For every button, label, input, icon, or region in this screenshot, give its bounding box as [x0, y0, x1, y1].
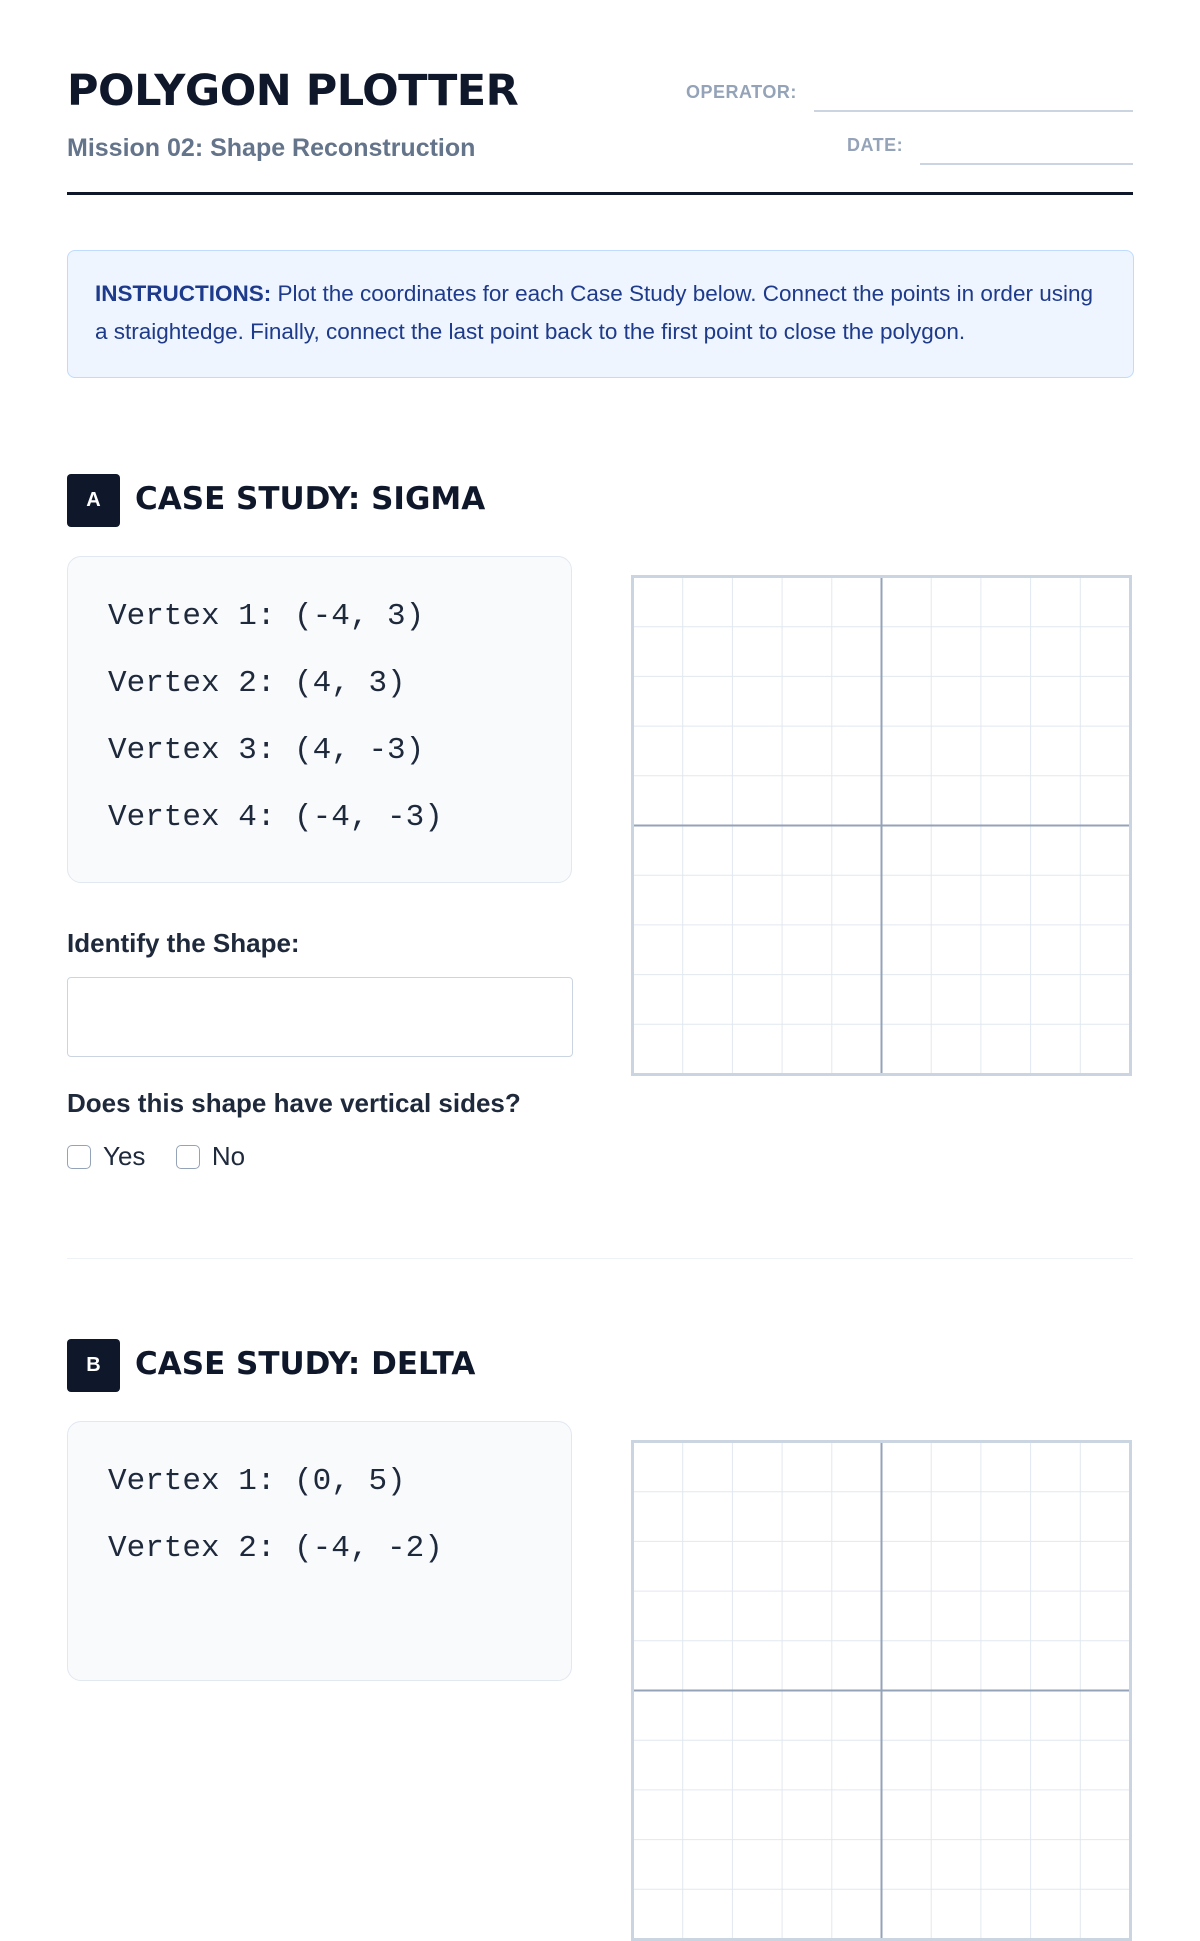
date-label: DATE:: [847, 135, 904, 155]
yes-option[interactable]: [67, 1141, 145, 1172]
vertical-sides-question: Does this shape have vertical sides?: [67, 1088, 521, 1118]
no-option[interactable]: [176, 1141, 245, 1172]
case-badge: B: [67, 1339, 120, 1392]
case-header: [67, 474, 767, 527]
coordinate-grid[interactable]: [631, 1440, 1132, 1680]
date-field[interactable]: [920, 163, 1133, 165]
vertex-item: Vertex 2: (4, 3): [108, 666, 406, 701]
vertex-list-card: [67, 1421, 572, 1681]
vertex-list-card: [67, 556, 572, 883]
page-title: POLYGON PLOTTER: [67, 66, 519, 116]
case-title: CASE STUDY: SIGMA: [135, 481, 486, 517]
vertical-sides-options: [67, 1141, 271, 1171]
coordinate-grid-svg: [631, 575, 1132, 1076]
operator-field[interactable]: [814, 110, 1133, 112]
vertex-item: Vertex 4: (-4, -3): [108, 800, 443, 835]
coordinate-grid-svg: [631, 1440, 1132, 1941]
instructions-label: INSTRUCTIONS:: [95, 281, 272, 306]
coordinate-grid[interactable]: [631, 575, 1132, 1076]
no-label: No: [211, 1141, 246, 1171]
vertex-item: Vertex 1: (-4, 3): [108, 599, 425, 634]
header-divider: [67, 192, 1133, 195]
instructions-text: Plot the coordinates for each Case Study below. Connect the points in order using a straightedge. Finally, connect the last point back to the first point to close the polygon.: [95, 281, 1093, 344]
section-divider: [67, 1258, 1133, 1259]
yes-label: Yes: [103, 1141, 146, 1171]
vertex-item: Vertex 3: (4, -3): [108, 733, 425, 768]
case-study-a: [67, 474, 1133, 1194]
vertex-item: Vertex 2: (-4, -2): [108, 1531, 443, 1566]
vertex-item: Vertex 1: (0, 5): [108, 1464, 406, 1499]
case-badge: A: [67, 474, 120, 527]
identify-shape-input[interactable]: [67, 977, 573, 1057]
identify-shape-label: Identify the Shape:: [67, 928, 300, 958]
instructions-box: [67, 250, 1134, 378]
case-title: CASE STUDY: DELTA: [135, 1346, 476, 1382]
case-study-b: [67, 1339, 1133, 1600]
worksheet-header: [67, 60, 1133, 195]
case-header: [67, 1339, 767, 1392]
operator-label: OPERATOR:: [686, 82, 797, 102]
yes-checkbox[interactable]: [67, 1145, 91, 1169]
page-subtitle: Mission 02: Shape Reconstruction: [67, 134, 476, 162]
no-checkbox[interactable]: [176, 1145, 200, 1169]
